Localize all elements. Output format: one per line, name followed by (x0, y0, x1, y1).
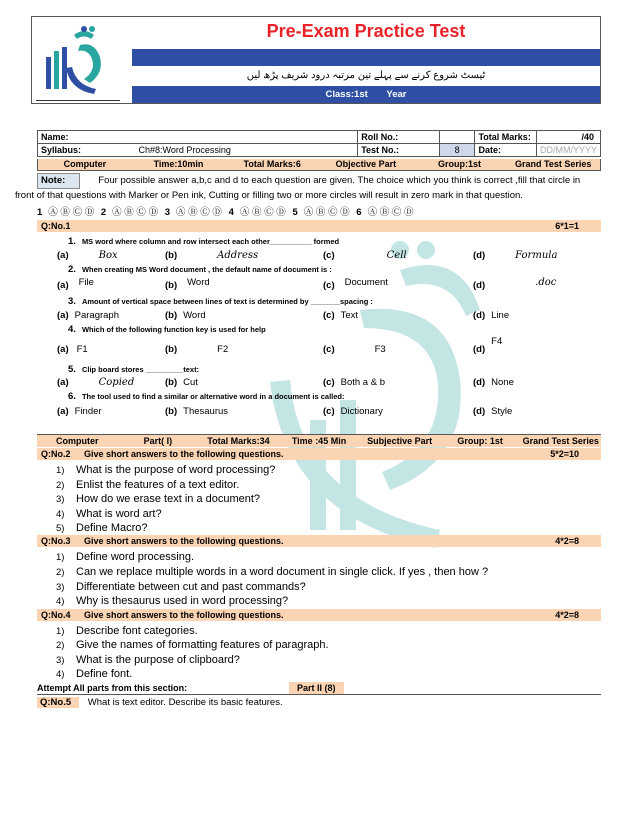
q4-item-2: 2) Give the names of formatting features of paragraph. (56, 639, 329, 651)
q4-label: Q:No.4 (41, 610, 71, 620)
mcq-6-option-d[interactable]: (d) Style (473, 406, 513, 417)
roll-no-label: Roll No.: (358, 131, 440, 144)
q1-header (37, 220, 601, 232)
bubble-q2-number: 2 (100, 207, 107, 218)
urdu-instruction: ٹیسٹ شروع کرنے سے پہلے تین مرتبہ درود شریف پڑھ لیں (246, 70, 486, 81)
objective-bar-marks: Total Marks:6 (243, 159, 301, 169)
q3-title: Give short answers to the following questions. (84, 536, 284, 546)
mcq-5-option-b[interactable]: (b) Cut (165, 377, 198, 388)
objective-bar-time: Time:10min (153, 159, 204, 169)
mcq-2-option-a[interactable]: (a) File (57, 277, 94, 291)
subjective-bar-group: Group: 1st (457, 436, 503, 446)
bubble-q4-number: 4 (228, 207, 234, 218)
q2-item-5: 5) Define Macro? (56, 522, 148, 534)
bubble-q3-options[interactable]: Ⓐ Ⓑ Ⓒ Ⓓ (176, 207, 222, 218)
bubble-q4-options[interactable]: Ⓐ Ⓑ Ⓒ Ⓓ (239, 207, 286, 218)
mcq-4-option-b[interactable]: (b) F2 (165, 344, 229, 355)
q1-label: Q:No.1 (41, 221, 71, 231)
attempt-text: Attempt All parts from this section: (37, 683, 188, 693)
answer-bubble-row (37, 204, 601, 218)
mcq-5-option-d[interactable]: (d) None (473, 377, 514, 388)
objective-part-bar (37, 159, 601, 171)
test-no-label: Test No.: (358, 144, 440, 157)
mcq-3-option-c[interactable]: (c) Text (323, 310, 359, 321)
mcq-6-option-b[interactable]: (b) Thesaurus (165, 406, 229, 417)
mcq-2-question: 2. When creating MS Word document , the default name of document is : (68, 264, 332, 275)
bubble-q6-options[interactable]: Ⓐ Ⓑ Ⓒ Ⓓ (367, 207, 414, 218)
subjective-bar-marks: Total Marks:34 (207, 436, 270, 446)
subjective-bar-series: Grand Test Series (522, 436, 599, 446)
subjective-bar-time: Time :45 Min (291, 436, 347, 446)
syllabus-label: Syllabus: (41, 145, 82, 155)
date-label: Date: (475, 144, 537, 157)
q3-item-3: 3) Differentiate between cut and past commands? (56, 581, 306, 593)
mcq-6-option-a[interactable]: (a) Finder (57, 406, 102, 417)
q4-marks: 4*2=8 (555, 610, 579, 620)
year-label: Year (386, 89, 407, 100)
mcq-1-option-a[interactable]: (a) Box (57, 250, 118, 261)
mcq-5-question: 5. Clip board stores _________text: (68, 364, 200, 375)
mcq-6-question: 6. The tool used to find a similar or alternative word in a document is called: (68, 391, 345, 402)
q2-item-1: 1) What is the purpose of word processing? (56, 464, 276, 476)
mcq-3-option-a[interactable]: (a) Paragraph (57, 310, 119, 321)
q2-item-2: 2) Enlist the features of a text editor. (56, 479, 240, 491)
bubble-q2-options[interactable]: Ⓐ Ⓑ Ⓒ Ⓓ (112, 207, 159, 218)
mcq-2-option-b[interactable]: (b) Word (165, 277, 210, 291)
mcq-5-option-c[interactable]: (c) Both a & b (323, 377, 385, 388)
mcq-4-question: 4. Which of the following function key is used for help (68, 324, 266, 335)
roll-no-field[interactable] (439, 131, 475, 144)
subjective-bar-part: Part( I) (143, 436, 173, 446)
q2-title: Give short answers to the following questions. (84, 449, 284, 459)
bubble-q1-options[interactable]: Ⓐ Ⓑ Ⓒ Ⓓ (48, 207, 95, 218)
q3-item-4: 4) Why is thesaurus used in word processing? (56, 595, 289, 607)
q2-item-3: 3) How do we erase text in a document? (56, 493, 261, 505)
total-marks-value: /40 (536, 131, 600, 144)
mcq-4-option-d[interactable]: (d)F4 (473, 336, 503, 355)
q4-item-4: 4) Define font. (56, 668, 133, 680)
instructions-note (15, 173, 601, 203)
subjective-bar-type: Subjective Part (367, 436, 433, 446)
mcq-3-option-b[interactable]: (b) Word (165, 310, 206, 321)
q3-label: Q:No.3 (41, 536, 71, 546)
note-line-2: front of that questions with Marker or Pen ink, Cutting or filling two or more circles will result in zero mark in that question. (15, 190, 523, 201)
part2-label: Part II (8) (289, 682, 344, 694)
test-no-value: 8 (439, 144, 475, 157)
bubble-q5-options[interactable]: Ⓐ Ⓑ Ⓒ Ⓓ (303, 207, 350, 218)
q3-item-2: 2) Can we replace multiple words in a word document in single click. If yes , then how ? (56, 566, 489, 578)
mcq-1-option-c[interactable]: (c) Cell (323, 250, 407, 261)
objective-bar-group: Group:1st (438, 159, 482, 169)
q3-marks: 4*2=8 (555, 536, 579, 546)
objective-bar-subject: Computer (63, 159, 107, 169)
q3-item-1: 1) Define word processing. (56, 551, 195, 563)
class-label: Class:1st (325, 89, 368, 100)
mcq-3-option-d[interactable]: (d) Line (473, 310, 510, 321)
total-marks-label: Total Marks: (475, 131, 537, 144)
school-logo (32, 17, 130, 103)
subjective-bar-subject: Computer (56, 436, 99, 446)
page-title: Pre-Exam Practice Test (266, 21, 466, 41)
part2-instruction-row (37, 682, 601, 695)
q4-title: Give short answers to the following questions. (84, 610, 284, 620)
class-band (132, 86, 600, 103)
mcq-4-option-a[interactable]: (a) F1 (57, 344, 88, 355)
q2-header (37, 448, 601, 460)
bubble-q1-number: 1 (37, 207, 43, 218)
q5-text: What is text editor. Describe its basic features. (87, 697, 283, 708)
q4-item-3: 3) What is the purpose of clipboard? (56, 654, 240, 666)
q4-item-1: 1) Describe font categories. (56, 625, 198, 637)
q5-label: Q:No.5 (37, 697, 79, 708)
mcq-3-question: 3. Amount of vertical space between lines of text is determined by _______spacing : (68, 296, 373, 307)
date-field[interactable]: DD/MM/YYYY (536, 144, 600, 157)
objective-bar-part: Objective Part (335, 159, 397, 169)
q4-header (37, 609, 601, 621)
mcq-6-option-c[interactable]: (c) Dictionary (323, 406, 383, 417)
q2-marks: 5*2=10 (550, 449, 579, 459)
q2-item-4: 4) What is word art? (56, 508, 162, 520)
note-line-1: Four possible answer a,b,c and d to each question are given. The choice which you think is correct ,fill that circle in (98, 175, 581, 186)
bubble-q6-number: 6 (356, 207, 362, 218)
student-info-table (37, 130, 601, 157)
mcq-1-option-d[interactable]: (d) Formula (473, 250, 558, 261)
bubble-q5-number: 5 (292, 207, 298, 218)
q5-row (37, 696, 601, 709)
objective-bar-series: Grand Test Series (515, 159, 592, 169)
syllabus-value: Ch#8:Word Processing (138, 145, 231, 155)
mcq-1-option-b[interactable]: (b) Address (165, 250, 259, 261)
name-label: Name: (38, 131, 358, 144)
syllabus-cell (38, 144, 358, 157)
q2-label: Q:No.2 (41, 449, 71, 459)
mcq-2-option-c[interactable]: (c) Document (323, 277, 388, 291)
mcq-4-option-c[interactable]: (c) F3 (323, 344, 386, 355)
mcq-1-question: 1. MS word where column and row intersect each other__________ formed (68, 236, 340, 247)
mcq-2-option-d[interactable]: (d) .doc (473, 277, 557, 291)
note-label: Note: (37, 173, 80, 189)
header-band (132, 49, 600, 66)
q3-header (37, 535, 601, 547)
bubble-q3-number: 3 (164, 207, 171, 218)
mcq-5-option-a[interactable]: (a) Copied (57, 377, 135, 388)
q1-marks: 6*1=1 (555, 221, 579, 231)
logo-underline (36, 100, 120, 101)
subjective-part-bar (37, 434, 601, 447)
